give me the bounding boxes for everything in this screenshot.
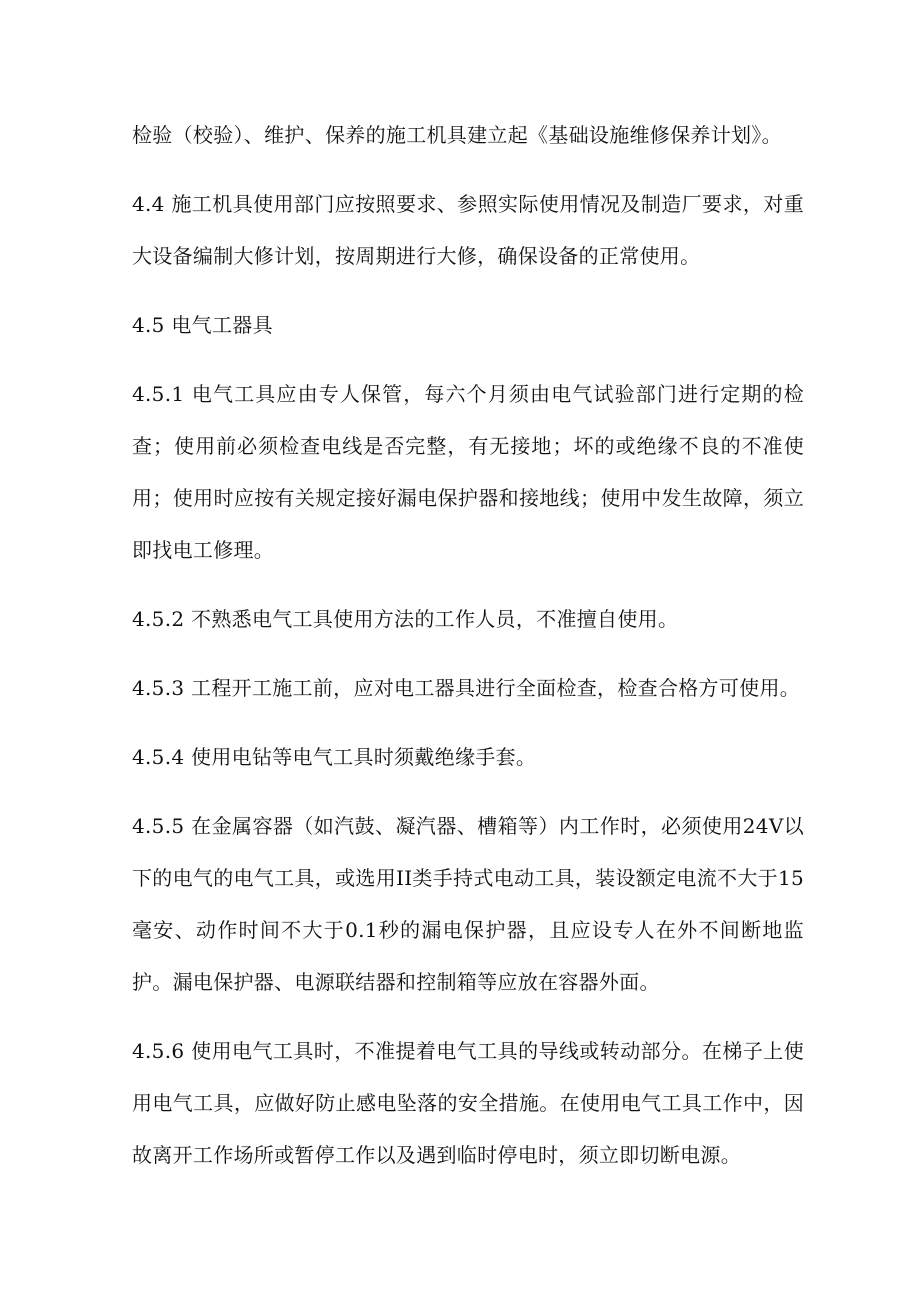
paragraph-4-5-2: 4.5.2 不熟悉电气工具使用方法的工作人员，不准擅自使用。 — [132, 607, 679, 631]
paragraph-4-5-6: 4.5.6 使用电气工具时，不准提着电气工具的导线或转动部分。在梯子上使用电气工具，应做好防止感电坠落的安全措施。在使用电气工具工作中，因故离开工作场所或暂停工作以及遇到临时停电时，须立即切断电源。 — [132, 1039, 804, 1167]
paragraph-continuation: 检验（校验）、维护、保养的施工机具建立起《基础设施维修保养计划》。 — [132, 123, 782, 147]
document-body — [132, 109, 804, 1198]
section-heading-4-5: 4.5 电气工器具 — [132, 313, 273, 337]
paragraph-4-5-4: 4.5.4 使用电钻等电气工具时须戴绝缘手套。 — [132, 745, 537, 769]
paragraph-4-5-1: 4.5.1 电气工具应由专人保管，每六个月须由电气试验部门进行定期的检查；使用前必须检查电线是否完整，有无接地；坏的或绝缘不良的不准使用；使用时应按有关规定接好漏电保护器和接地线；使用中发生故障，须立即找电工修理。 — [132, 382, 804, 562]
paragraph-4-5-3: 4.5.3 工程开工施工前，应对电工器具进行全面检查，检查合格方可使用。 — [132, 676, 801, 700]
paragraph-4-4: 4.4 施工机具使用部门应按照要求、参照实际使用情况及制造厂要求，对重大设备编制大修计划，按周期进行大修，确保设备的正常使用。 — [132, 192, 804, 268]
paragraph-4-5-5: 4.5.5 在金属容器（如汽鼓、凝汽器、槽箱等）内工作时，必须使用24V以下的电气的电气工具，或选用II类手持式电动工具，装设额定电流不大于15毫安、动作时间不大于0.1秒的漏电保护器，且应设专人在外不间断地监护。漏电保护器、电源联结器和控制箱等应放在容器外面。 — [132, 814, 804, 994]
